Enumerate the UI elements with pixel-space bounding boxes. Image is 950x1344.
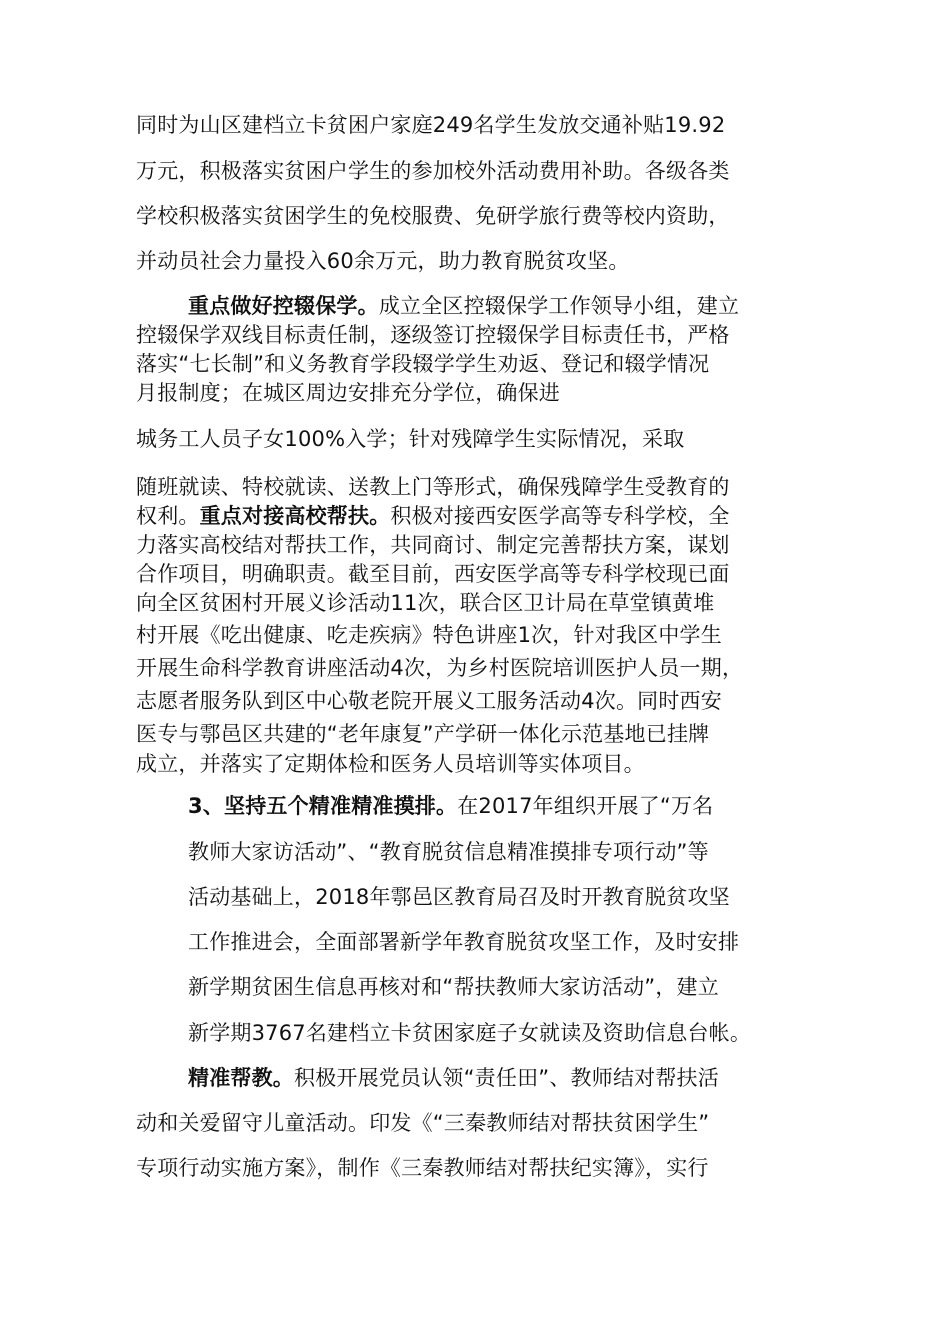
text-line-25: 新学期3767名建档立卡贫困家庭子女就读及资助信息台帐。 [188,1021,752,1045]
text-line-22: 活动基础上，2018年鄠邑区教育局召及时开教育脱贫攻坚 [188,885,730,909]
text-line-16: 开展生命科学教育讲座活动4次，为乡村医院培训医护人员一期， [136,656,744,680]
text-line-12: 力落实高校结对帮扶工作，共同商讨、制定完善帮扶方案，谋划 [136,533,730,557]
text-line-21: 教师大家访活动”、“教育脱贫信息精准摸排专项行动”等 [188,840,709,864]
text-line-4: 并动员社会力量投入60余万元，助力教育脱贫攻坚。 [136,249,630,273]
text-line-10: 随班就读、特校就读、送教上门等形式，确保残障学生受教育的 [136,475,730,499]
text-line-15: 村开展《吃出健康、吃走疾病》特色讲座1次，针对我区中学生 [136,623,722,647]
text-line-6: 控辍保学双线目标责任制，逐级签订控辍保学目标责任书，严格 [136,323,730,347]
text-line-26: 精准帮教。积极开展党员认领“责任田”、教师结对帮扶活 [188,1066,719,1090]
text-line-20: 3、坚持五个精准精准摸排。在2017年组织开展了“万名 [188,794,714,818]
text-line-13: 合作项目，明确职责。截至目前，西安医学高等专科学校现已面 [136,562,730,586]
text-line-2: 万元，积极落实贫困户学生的参加校外活动费用补助。各级各类 [136,159,730,183]
text-line-18: 医专与鄠邑区共建的“老年康复”产学研一体化示范基地已挂牌 [136,722,710,746]
text-line-8: 月报制度；在城区周边安排充分学位，确保进 [136,381,560,405]
text-line-7: 落实“七长制”和义务教育学段辍学学生劝返、登记和辍学情况 [136,352,710,376]
text-line-24: 新学期贫困生信息再核对和“帮扶教师大家访活动”，建立 [188,975,719,999]
text-line-11: 权利。重点对接高校帮扶。积极对接西安医学高等专科学校，全 [136,504,730,528]
text-line-19: 成立，并落实了定期体检和医务人员培训等实体项目。 [136,752,645,776]
bold-heading: 精准帮教。 [188,1066,294,1090]
text-line-9: 城务工人员子女100%入学；针对残障学生实际情况，采取 [136,427,685,451]
text-line-1: 同时为山区建档立卡贫困户家庭249名学生发放交通补贴19.92 [136,113,726,137]
text-line-27: 动和关爱留守儿童活动。印发《“三秦教师结对帮扶贫困学生” [136,1111,710,1135]
text-line-5: 重点做好控辍保学。成立全区控辍保学工作领导小组，建立 [188,294,740,318]
text-line-14: 向全区贫困村开展义诊活动11次，联合区卫计局在草堂镇黄堆 [136,591,715,615]
text-line-17: 志愿者服务队到区中心敬老院开展义工服务活动4次。同时西安 [136,689,722,713]
bold-heading: 重点做好控辍保学。 [188,294,379,318]
bold-heading: 3、坚持五个精准精准摸排。 [188,794,458,818]
text-line-3: 学校积极落实贫困学生的免校服费、免研学旅行费等校内资助， [136,204,730,228]
text-line-23: 工作推进会，全面部署新学年教育脱贫攻坚工作，及时安排 [188,930,740,954]
text-line-28: 专项行动实施方案》，制作《三秦教师结对帮扶纪实簿》，实行 [136,1156,709,1180]
bold-heading: 重点对接高校帮扶。 [199,504,391,528]
